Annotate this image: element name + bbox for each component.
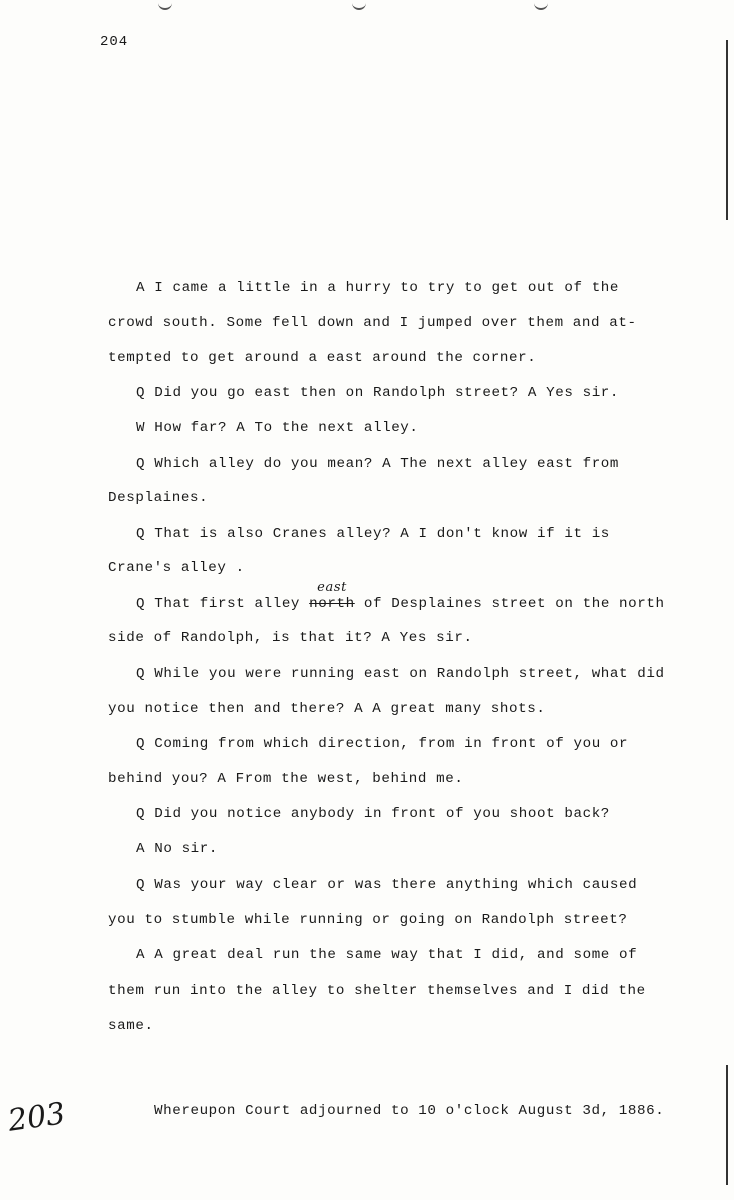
transcript-line: Q Did you go east then on Randolph street? A Yes sir. [136, 385, 620, 401]
transcript-line: A No sir. [136, 841, 219, 857]
handwritten-page-mark: 203 [5, 1096, 68, 1139]
transcript-line: A I came a little in a hurry to try to get out of the [136, 280, 620, 296]
page-edge-line [726, 40, 728, 220]
transcript-line: Q Did you notice anybody in front of you shoot back? [136, 806, 610, 822]
transcript-line: Q Coming from which direction, from in front of you or [136, 736, 629, 752]
transcript-line: Q While you were running east on Randolph street, what did [136, 666, 665, 682]
punch-hole-mark [158, 0, 172, 10]
transcript-line: behind you? A From the west, behind me. [108, 771, 464, 787]
transcript-line: you to stumble while running or going on Randolph street? [108, 912, 628, 928]
page-number: 204 [100, 34, 129, 50]
page-edge-line [726, 1065, 728, 1185]
transcript-line: Crane's alley . [108, 560, 245, 576]
transcript-line: tempted to get around a east around the corner. [108, 350, 537, 366]
correction-text-after: of Desplaines street on the north [354, 596, 665, 612]
transcript-line: Q That is also Cranes alley? A I don't know if it is [136, 526, 610, 542]
transcript-line: you notice then and there? A A great many shots. [108, 701, 546, 717]
closing-line: Whereupon Court adjourned to 10 o'clock August 3d, 1886. [154, 1103, 665, 1119]
transcript-line: A A great deal run the same way that I did, and some of [136, 947, 638, 963]
transcript-line: them run into the alley to shelter themselves and I did the [108, 983, 646, 999]
correction-text-before: Q That first alley [136, 596, 310, 612]
punch-hole-mark [534, 0, 548, 10]
correction-edit [309, 580, 355, 612]
transcript-line-with-correction [136, 580, 665, 612]
transcript-line: side of Randolph, is that it? A Yes sir. [108, 630, 473, 646]
punch-hole-mark [352, 0, 366, 10]
inserted-word: east [317, 580, 347, 595]
transcript-line: Desplaines. [108, 490, 209, 506]
transcript-line: crowd south. Some fell down and I jumped over them and at- [108, 315, 637, 331]
transcript-line: W How far? A To the next alley. [136, 420, 419, 436]
transcript-line: Q Was your way clear or was there anything which caused [136, 877, 638, 893]
transcript-line: Q Which alley do you mean? A The next alley east from [136, 456, 620, 472]
struck-word: north [309, 596, 355, 612]
transcript-line: same. [108, 1018, 154, 1034]
